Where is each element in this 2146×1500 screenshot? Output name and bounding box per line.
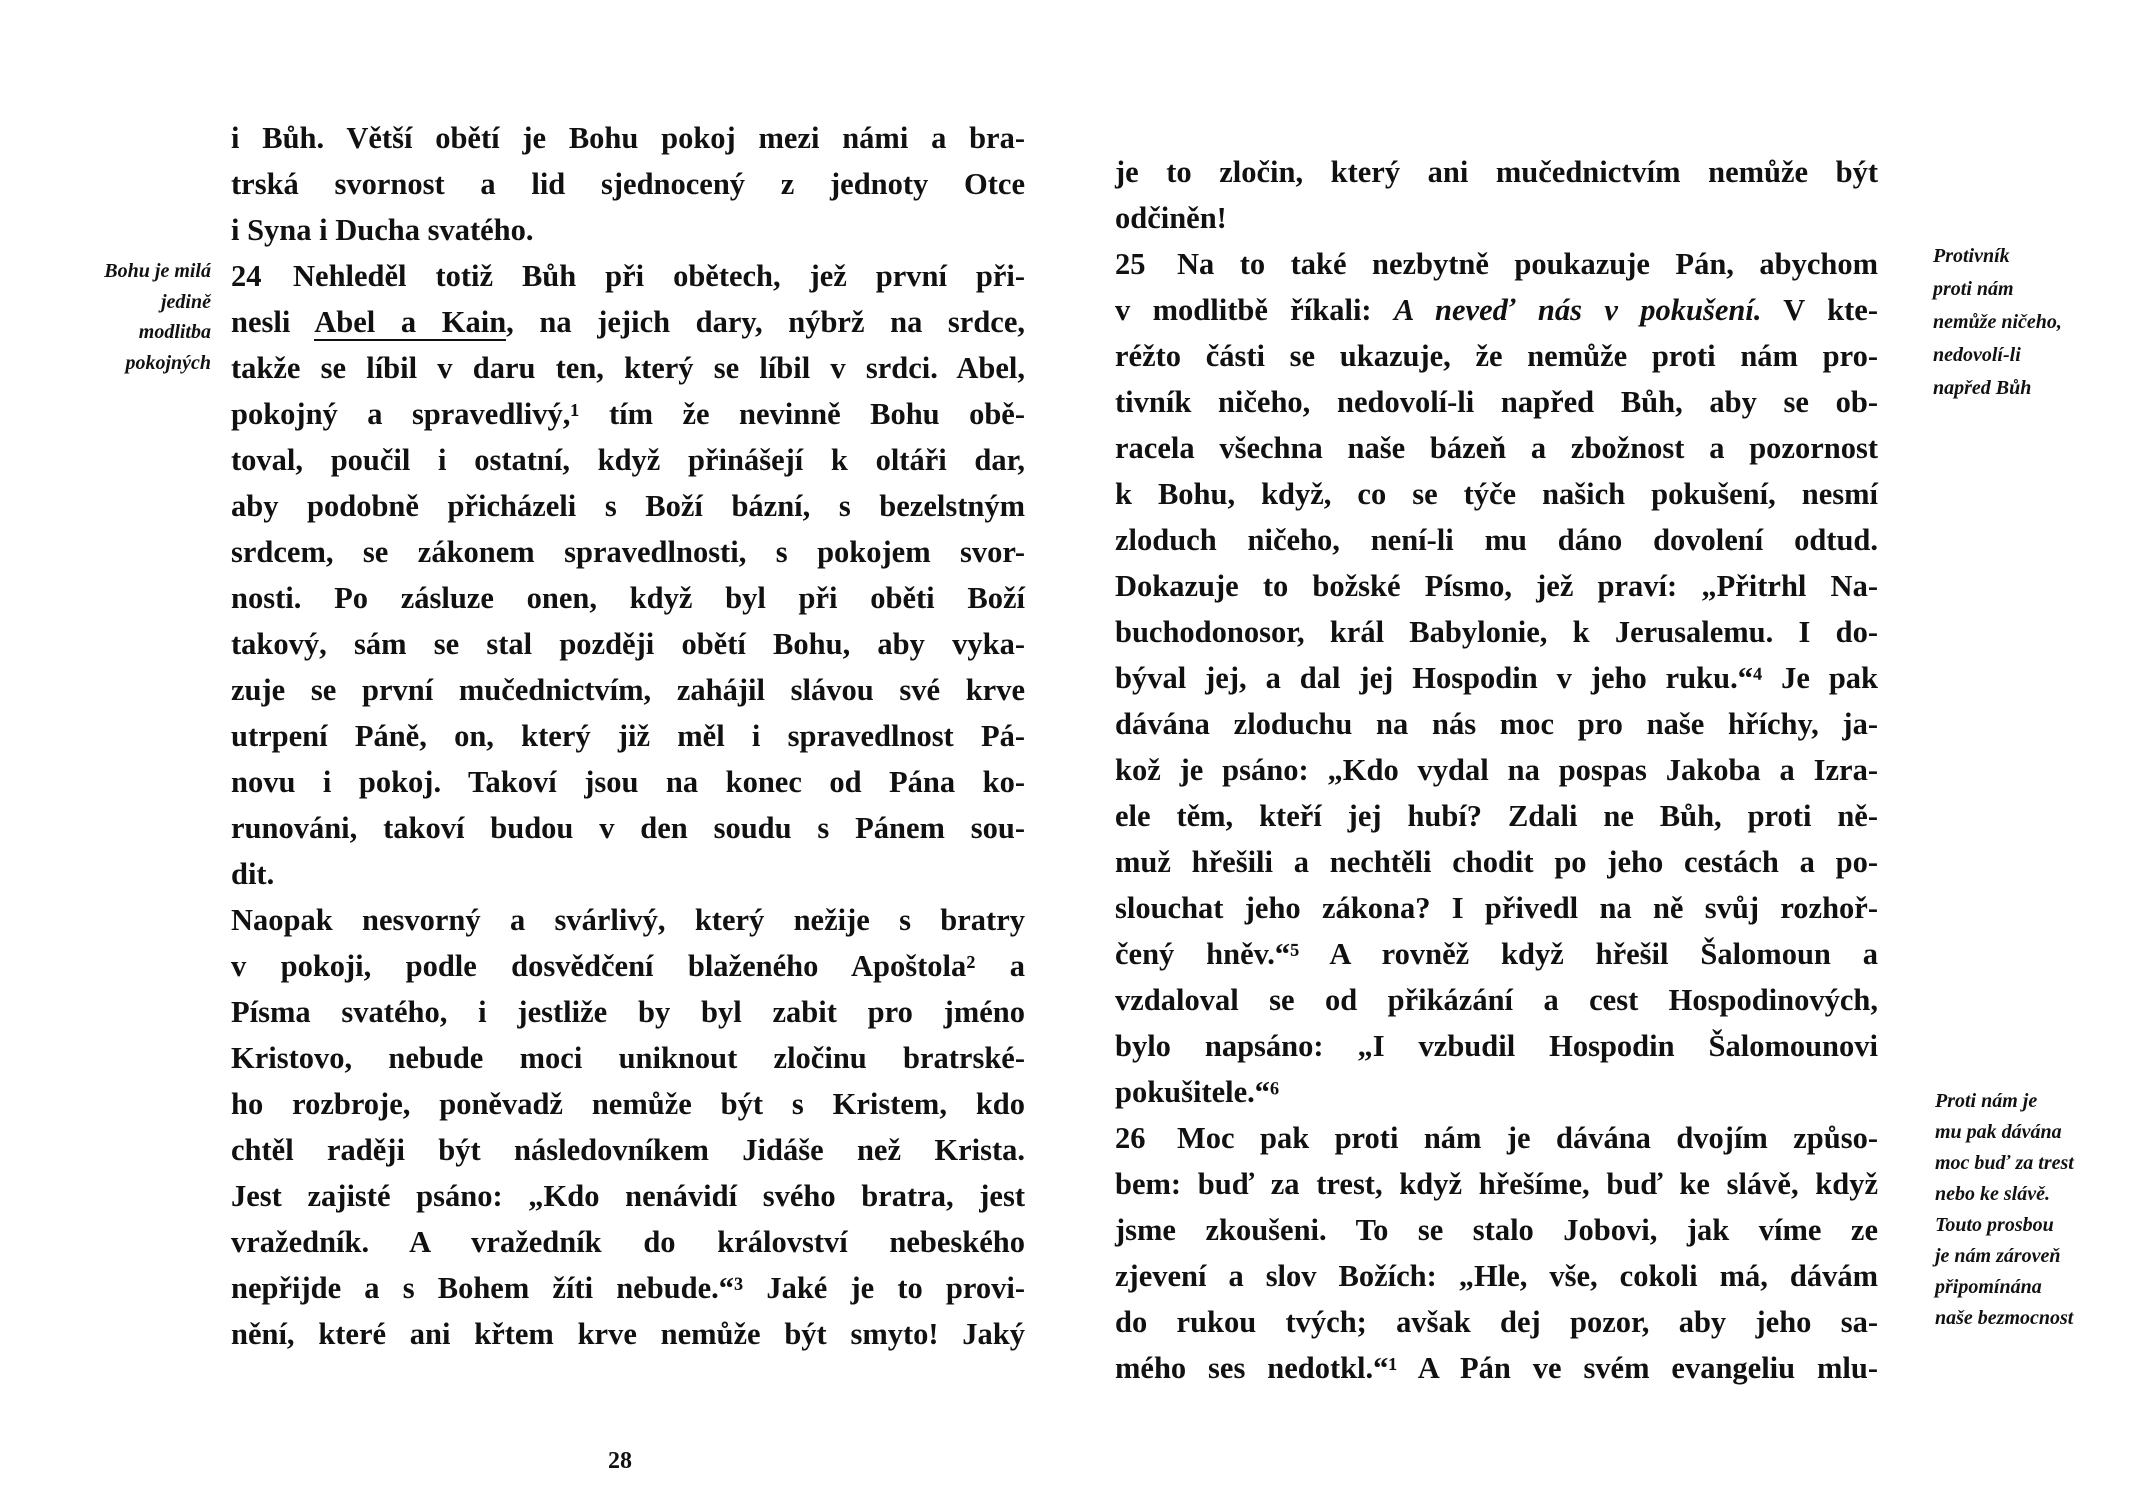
margin-note-line: Protivník	[1933, 245, 2010, 267]
text-line	[231, 161, 1025, 207]
line-text: utrpení Páně, on, který již měl i spravedlnost Pá-	[231, 719, 1025, 753]
text-line	[1115, 793, 1878, 839]
line-text: i Syna i Ducha svatého.	[231, 213, 534, 247]
line-text: Jest zajisté psáno: „Kdo nenávidí svého bratra, jest	[231, 1179, 1025, 1213]
text-line	[1115, 655, 1878, 701]
text-line	[1115, 563, 1878, 609]
margin-note-line: modlitba	[138, 321, 211, 343]
text-line	[231, 1035, 1025, 1081]
text-line	[1115, 701, 1878, 747]
text-line	[231, 1219, 1025, 1265]
line-text: Kristovo, nebude moci uniknout zločinu bratrské-	[231, 1041, 1025, 1075]
line-text: zjevení a slov Božích: „Hle, vše, cokoli má, dávám	[1115, 1259, 1878, 1293]
line-text: Nehleděl totiž Bůh při obětech, jež první při-	[293, 259, 1025, 293]
text-line	[231, 1265, 1025, 1311]
text-line	[1115, 977, 1878, 1023]
page-number: 28	[608, 1448, 632, 1474]
text-line	[1115, 287, 1878, 333]
text-line	[1115, 1253, 1878, 1299]
text-line	[231, 437, 1025, 483]
text-line	[231, 759, 1025, 805]
text-line	[1115, 1115, 1878, 1161]
text-line	[231, 1081, 1025, 1127]
line-text: V kte-	[1761, 293, 1878, 327]
margin-note-line: jedině	[161, 290, 211, 313]
margin-note-line: moc buď za trest	[1935, 1152, 2074, 1174]
line-text: pokušitele.“⁶	[1115, 1075, 1280, 1109]
text-line	[1115, 379, 1878, 425]
text-line	[231, 989, 1025, 1035]
margin-note-line: Touto prosbou	[1935, 1214, 2054, 1236]
margin-note-line: pokojných	[125, 351, 211, 374]
text-line	[231, 575, 1025, 621]
line-text: takže se líbil v daru ten, který se líbil v srdci. Abel,	[231, 351, 1025, 385]
text-line	[231, 805, 1025, 851]
text-line	[1115, 931, 1878, 977]
line-text: Na to také nezbytně poukazuje Pán, abychom	[1177, 247, 1878, 281]
line-text: runováni, takoví budou v den soudu s Pánem sou-	[231, 811, 1025, 845]
text-line	[1115, 471, 1878, 517]
line-text: vražedník. A vražedník do království nebeského	[231, 1225, 1025, 1259]
margin-note-line: proti nám	[1933, 278, 2014, 300]
line-text: muž hřešili a nechtěli chodit po jeho cestách a po-	[1115, 845, 1878, 879]
underlined-text: Abel a Kain	[314, 305, 507, 339]
text-line	[231, 529, 1025, 575]
line-text: nesli	[231, 305, 315, 339]
italic-quote: A neveď nás v pokušení.	[1394, 293, 1762, 327]
right-margin-note-1	[1933, 240, 2062, 405]
line-text: aby podobně přicházeli s Boží bázní, s bezelstným	[231, 489, 1025, 523]
text-line	[231, 897, 1025, 943]
line-text: slouchat jeho zákona? I přivedl na ně svůj rozhoř-	[1115, 891, 1878, 925]
right-margin-note-2	[1935, 1086, 2074, 1334]
text-line	[231, 943, 1025, 989]
text-line	[1115, 1345, 1878, 1391]
line-text: buchodonosor, král Babylonie, k Jerusalemu. I do-	[1115, 615, 1878, 649]
text-line	[1115, 1299, 1878, 1345]
line-text: jsme zkoušeni. To se stalo Jobovi, jak víme ze	[1115, 1213, 1878, 1247]
text-line	[231, 391, 1025, 437]
line-text: nepřijde a s Bohem žíti nebude.“³ Jaké je to provi-	[231, 1271, 1025, 1305]
text-line	[1115, 609, 1878, 655]
line-text: nění, které ani křtem krve nemůže být smyto! Jaký	[231, 1317, 1025, 1351]
text-line	[231, 1173, 1025, 1219]
line-text: Naopak nesvorný a svárlivý, který nežije s bratry	[231, 903, 1025, 937]
margin-note-line: Bohu je milá	[104, 260, 211, 282]
line-text: do rukou tvých; avšak dej pozor, aby jeho sa-	[1115, 1305, 1878, 1339]
line-text: tivník ničeho, nedovolí-li napřed Bůh, aby se ob-	[1115, 385, 1878, 419]
line-text: kož je psáno: „Kdo vydal na pospas Jakoba a Izra-	[1115, 753, 1878, 787]
line-text: réžto části se ukazuje, že nemůže proti nám pro-	[1115, 339, 1878, 373]
margin-note-line: připomínána	[1935, 1276, 2042, 1298]
text-line	[1115, 333, 1878, 379]
text-line	[1115, 1207, 1878, 1253]
line-text: ho rozbroje, poněvadž nemůže být s Kristem, kdo	[231, 1087, 1025, 1121]
margin-note-line: nemůže ničeho,	[1933, 311, 2062, 333]
line-text: takový, sám se stal později obětí Bohu, aby vyka-	[231, 627, 1025, 661]
line-text: novu i pokoj. Takoví jsou na konec od Pána ko-	[231, 765, 1025, 799]
line-text: býval jej, a dal jej Hospodin v jeho ruku.“⁴ Je pak	[1115, 661, 1878, 695]
text-line	[1115, 149, 1878, 195]
text-line	[231, 483, 1025, 529]
line-text: zuje se první mučednictvím, zahájil slávou své krve	[231, 673, 1025, 707]
text-line	[1115, 425, 1878, 471]
text-line	[231, 207, 1025, 253]
line-text: je to zločin, který ani mučednictvím nemůže být	[1115, 155, 1878, 189]
line-text: zloduch ničeho, není-li mu dáno dovolení odtud.	[1115, 523, 1878, 557]
margin-note-line: naše bezmocnost	[1935, 1307, 2074, 1329]
text-line	[1115, 1069, 1878, 1115]
text-line	[1115, 885, 1878, 931]
line-text: nosti. Po zásluze onen, když byl při oběti Boží	[231, 581, 1025, 615]
line-text: dávána zloduchu na nás moc pro naše hříchy, ja-	[1115, 707, 1878, 741]
line-text: , na jejich dary, nýbrž na srdce,	[506, 305, 1026, 339]
line-text: dit.	[231, 857, 275, 891]
text-line	[231, 253, 1025, 299]
line-text: pokojný a spravedlivý,¹ tím že nevinně Bohu obě-	[231, 397, 1025, 431]
line-text: racela všechna naše bázeň a zbožnost a pozornost	[1115, 431, 1878, 465]
line-text: mého ses nedotkl.“¹ A Pán ve svém evangeliu mlu-	[1115, 1351, 1878, 1385]
text-line	[1115, 747, 1878, 793]
right-page-body	[1115, 149, 1878, 1391]
line-text: toval, poučil i ostatní, když přinášejí k oltáři dar,	[231, 443, 1025, 477]
line-text: bem: buď za trest, když hřešíme, buď ke slávě, když	[1115, 1167, 1878, 1201]
margin-note-line: je nám zároveň	[1935, 1245, 2061, 1267]
line-text: trská svornost a lid sjednocený z jednoty Otce	[231, 167, 1025, 201]
text-line	[231, 667, 1025, 713]
text-line	[231, 299, 1025, 345]
line-text: v modlitbě říkali:	[1115, 293, 1394, 327]
text-line	[1115, 517, 1878, 563]
text-line	[231, 115, 1025, 161]
line-text: ele těm, kteří jej hubí? Zdali ne Bůh, proti ně-	[1115, 799, 1878, 833]
line-text: odčiněn!	[1115, 201, 1227, 235]
text-line	[1115, 1023, 1878, 1069]
left-margin-note	[104, 256, 211, 378]
line-text: srdcem, se zákonem spravedlnosti, s pokojem svor-	[231, 535, 1025, 569]
text-line	[231, 621, 1025, 667]
left-page-body	[231, 115, 1025, 1357]
verse-number: 24	[231, 259, 262, 293]
margin-note-line: mu pak dávána	[1935, 1121, 2062, 1143]
text-line	[1115, 195, 1878, 241]
line-text: chtěl raději být následovníkem Jidáše než Krista.	[231, 1133, 1025, 1167]
line-text: Dokazuje to božské Písmo, jež praví: „Přitrhl Na-	[1115, 569, 1878, 603]
text-line	[1115, 241, 1878, 287]
text-line	[1115, 839, 1878, 885]
line-text: k Bohu, když, co se týče našich pokušení, nesmí	[1115, 477, 1878, 511]
line-text: i Bůh. Větší obětí je Bohu pokoj mezi námi a bra-	[231, 121, 1025, 155]
text-line	[231, 1311, 1025, 1357]
verse-number: 26	[1115, 1121, 1146, 1155]
margin-note-line: napřed Bůh	[1933, 377, 2032, 399]
line-text: čený hněv.“⁵ A rovněž když hřešil Šalomoun a	[1115, 937, 1878, 971]
text-line	[231, 1127, 1025, 1173]
margin-note-line: nebo ke slávě.	[1935, 1183, 2050, 1205]
line-text: vzdaloval se od přikázání a cest Hospodinových,	[1115, 983, 1878, 1017]
text-line	[231, 851, 1025, 897]
line-text: v pokoji, podle dosvědčení blaženého Apoštola² a	[231, 949, 1025, 983]
margin-note-line: nedovolí-li	[1933, 344, 2021, 366]
text-line	[231, 713, 1025, 759]
line-text: Písma svatého, i jestliže by byl zabit pro jméno	[231, 995, 1025, 1029]
margin-note-line: Proti nám je	[1935, 1090, 2038, 1112]
text-line	[231, 345, 1025, 391]
text-line	[1115, 1161, 1878, 1207]
verse-number: 25	[1115, 247, 1146, 281]
line-text: Moc pak proti nám je dávána dvojím způso-	[1177, 1121, 1878, 1155]
line-text: bylo napsáno: „I vzbudil Hospodin Šalomounovi	[1115, 1029, 1878, 1063]
